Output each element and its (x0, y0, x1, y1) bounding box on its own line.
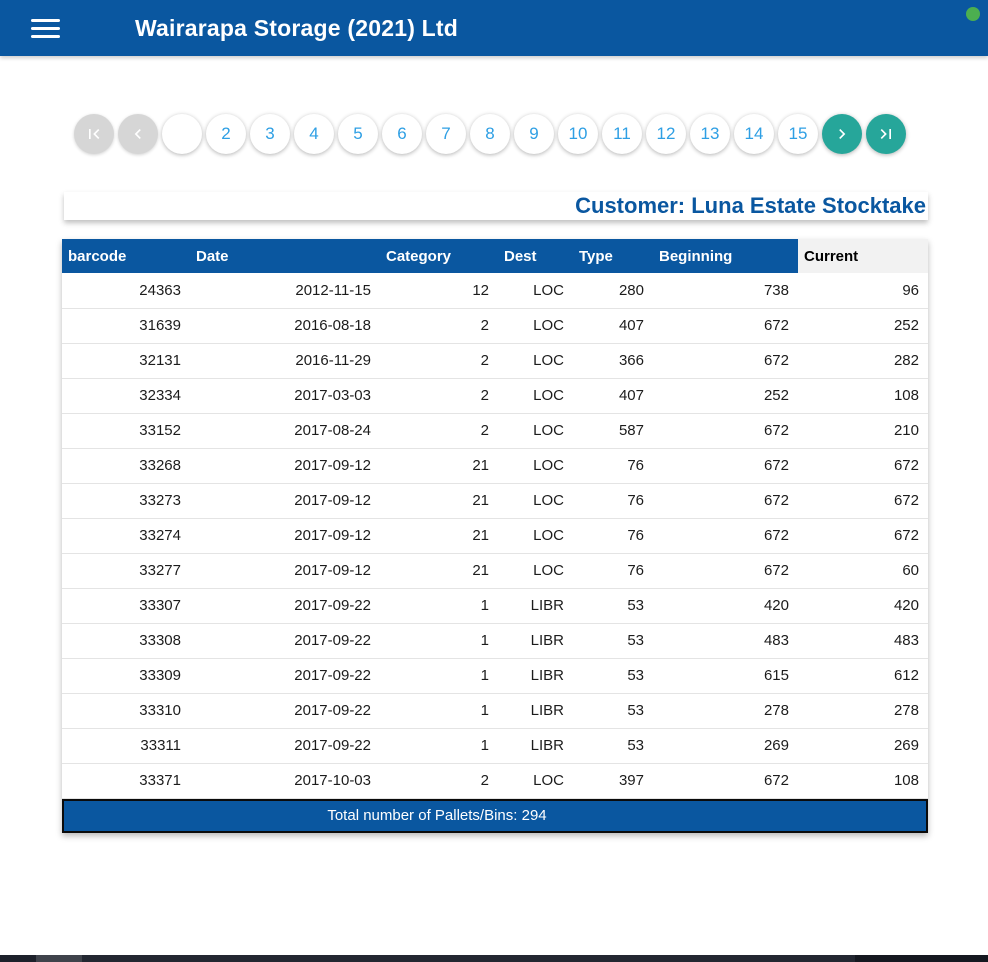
page-button[interactable]: 3 (250, 114, 290, 154)
cell-dest: LIBR (498, 658, 573, 693)
page-button[interactable]: 15 (778, 114, 818, 154)
cell-category: 1 (380, 728, 498, 763)
page-button[interactable]: 6 (382, 114, 422, 154)
cell-category: 21 (380, 448, 498, 483)
cell-dest: LOC (498, 343, 573, 378)
last-page-button[interactable] (866, 114, 906, 154)
column-header-dest: Dest (498, 239, 573, 273)
cell-type: 53 (573, 658, 653, 693)
cell-beginning: 672 (653, 483, 798, 518)
column-header-current: Current (798, 239, 928, 273)
cell-type: 280 (573, 273, 653, 308)
cell-dest: LIBR (498, 588, 573, 623)
cell-date: 2017-09-22 (190, 588, 380, 623)
column-header-date: Date (190, 239, 380, 273)
cell-date: 2017-09-12 (190, 553, 380, 588)
cell-category: 1 (380, 658, 498, 693)
pagination (74, 114, 988, 154)
app-title: Wairarapa Storage (2021) Ltd (135, 14, 459, 41)
cell-current: 672 (798, 448, 928, 483)
table-row (62, 763, 928, 798)
cell-type: 407 (573, 308, 653, 343)
cell-dest: LOC (498, 448, 573, 483)
table-row (62, 553, 928, 588)
cell-category: 2 (380, 308, 498, 343)
app-header (0, 0, 988, 56)
cell-beginning: 269 (653, 728, 798, 763)
cell-dest: LIBR (498, 693, 573, 728)
bottom-window-strip (0, 955, 988, 962)
prev-page-button[interactable] (118, 114, 158, 154)
cell-barcode: 33310 (62, 693, 190, 728)
cell-barcode: 33309 (62, 658, 190, 693)
cell-beginning: 672 (653, 308, 798, 343)
cell-beginning: 252 (653, 378, 798, 413)
cell-barcode: 32131 (62, 343, 190, 378)
cell-date: 2012-11-15 (190, 273, 380, 308)
cell-type: 53 (573, 728, 653, 763)
cell-barcode: 33268 (62, 448, 190, 483)
cell-date: 2017-09-22 (190, 623, 380, 658)
strip-segment (36, 955, 82, 962)
page-button[interactable]: 7 (426, 114, 466, 154)
cell-category: 21 (380, 518, 498, 553)
cell-beginning: 738 (653, 273, 798, 308)
table-row (62, 658, 928, 693)
cell-category: 12 (380, 273, 498, 308)
page-button[interactable]: 5 (338, 114, 378, 154)
cell-type: 53 (573, 623, 653, 658)
cell-type: 366 (573, 343, 653, 378)
cell-dest: LOC (498, 518, 573, 553)
cell-date: 2017-09-22 (190, 693, 380, 728)
cell-date: 2017-09-22 (190, 728, 380, 763)
cell-barcode: 33277 (62, 553, 190, 588)
cell-dest: LIBR (498, 728, 573, 763)
column-header-category: Category (380, 239, 498, 273)
cell-beginning: 615 (653, 658, 798, 693)
cell-current: 96 (798, 273, 928, 308)
cell-current: 612 (798, 658, 928, 693)
cell-barcode: 33308 (62, 623, 190, 658)
cell-dest: LOC (498, 763, 573, 798)
cell-barcode: 33273 (62, 483, 190, 518)
page-button[interactable]: 1 (162, 114, 202, 154)
cell-date: 2017-09-12 (190, 518, 380, 553)
customer-heading: Customer: Luna Estate Stocktake (575, 193, 926, 218)
cell-type: 76 (573, 448, 653, 483)
cell-current: 108 (798, 378, 928, 413)
page-button[interactable]: 2 (206, 114, 246, 154)
strip-segment (855, 955, 988, 962)
column-header-beginning: Beginning (653, 239, 798, 273)
cell-current: 672 (798, 518, 928, 553)
cell-current: 269 (798, 728, 928, 763)
table-row (62, 308, 928, 343)
cell-category: 2 (380, 343, 498, 378)
cell-beginning: 278 (653, 693, 798, 728)
cell-date: 2016-11-29 (190, 343, 380, 378)
table-row (62, 588, 928, 623)
page-button[interactable]: 11 (602, 114, 642, 154)
cell-barcode: 24363 (62, 273, 190, 308)
cell-type: 76 (573, 518, 653, 553)
table-total-footer: Total number of Pallets/Bins: 294 (62, 799, 928, 833)
table-row (62, 518, 928, 553)
table-row (62, 378, 928, 413)
cell-barcode: 32334 (62, 378, 190, 413)
cell-date: 2017-03-03 (190, 378, 380, 413)
cell-date: 2017-10-03 (190, 763, 380, 798)
cell-category: 21 (380, 483, 498, 518)
cell-category: 1 (380, 623, 498, 658)
table-row (62, 728, 928, 763)
table-row (62, 273, 928, 308)
first-page-button[interactable] (74, 114, 114, 154)
cell-beginning: 483 (653, 623, 798, 658)
column-header-barcode: barcode (62, 239, 190, 273)
cell-date: 2016-08-18 (190, 308, 380, 343)
cell-dest: LOC (498, 413, 573, 448)
customer-heading-bar (64, 192, 928, 220)
page-button[interactable]: 12 (646, 114, 686, 154)
page-button[interactable]: 10 (558, 114, 598, 154)
first-page-icon (84, 124, 104, 144)
page-button[interactable]: 8 (470, 114, 510, 154)
table-row (62, 448, 928, 483)
cell-current: 278 (798, 693, 928, 728)
cell-beginning: 672 (653, 343, 798, 378)
cell-beginning: 672 (653, 518, 798, 553)
next-page-button[interactable] (822, 114, 862, 154)
cell-current: 210 (798, 413, 928, 448)
cell-type: 53 (573, 693, 653, 728)
cell-beginning: 420 (653, 588, 798, 623)
cell-type: 407 (573, 378, 653, 413)
cell-current: 420 (798, 588, 928, 623)
cell-barcode: 33152 (62, 413, 190, 448)
table-row (62, 413, 928, 448)
cell-dest: LOC (498, 378, 573, 413)
online-status-dot (966, 7, 980, 21)
cell-category: 1 (380, 693, 498, 728)
cell-current: 252 (798, 308, 928, 343)
page-button[interactable]: 14 (734, 114, 774, 154)
cell-barcode: 33371 (62, 763, 190, 798)
cell-date: 2017-09-12 (190, 483, 380, 518)
cell-barcode: 33311 (62, 728, 190, 763)
page-button[interactable]: 4 (294, 114, 334, 154)
page-button[interactable]: 13 (690, 114, 730, 154)
cell-type: 587 (573, 413, 653, 448)
stocktake-table-card (62, 239, 928, 833)
table-row (62, 483, 928, 518)
table-row (62, 343, 928, 378)
last-page-icon (876, 124, 896, 144)
table-header-row (62, 239, 928, 273)
cell-category: 2 (380, 413, 498, 448)
cell-date: 2017-09-22 (190, 658, 380, 693)
cell-type: 76 (573, 553, 653, 588)
chevron-right-icon (832, 124, 852, 144)
cell-dest: LOC (498, 273, 573, 308)
cell-current: 282 (798, 343, 928, 378)
table-body (62, 273, 928, 798)
cell-current: 483 (798, 623, 928, 658)
cell-beginning: 672 (653, 413, 798, 448)
cell-category: 2 (380, 763, 498, 798)
cell-category: 2 (380, 378, 498, 413)
cell-date: 2017-09-12 (190, 448, 380, 483)
cell-barcode: 33307 (62, 588, 190, 623)
chevron-left-icon (128, 124, 148, 144)
column-header-type: Type (573, 239, 653, 273)
cell-dest: LOC (498, 308, 573, 343)
cell-beginning: 672 (653, 448, 798, 483)
stocktake-table (62, 239, 928, 799)
cell-dest: LOC (498, 553, 573, 588)
cell-barcode: 31639 (62, 308, 190, 343)
cell-type: 53 (573, 588, 653, 623)
cell-current: 672 (798, 483, 928, 518)
cell-category: 1 (380, 588, 498, 623)
cell-barcode: 33274 (62, 518, 190, 553)
cell-date: 2017-08-24 (190, 413, 380, 448)
cell-beginning: 672 (653, 763, 798, 798)
cell-type: 397 (573, 763, 653, 798)
cell-beginning: 672 (653, 553, 798, 588)
table-row (62, 623, 928, 658)
cell-dest: LOC (498, 483, 573, 518)
page-button[interactable]: 9 (514, 114, 554, 154)
hamburger-menu-icon[interactable] (31, 8, 71, 48)
cell-category: 21 (380, 553, 498, 588)
cell-type: 76 (573, 483, 653, 518)
cell-current: 108 (798, 763, 928, 798)
cell-dest: LIBR (498, 623, 573, 658)
table-row (62, 693, 928, 728)
strip-segment (0, 955, 36, 962)
cell-current: 60 (798, 553, 928, 588)
